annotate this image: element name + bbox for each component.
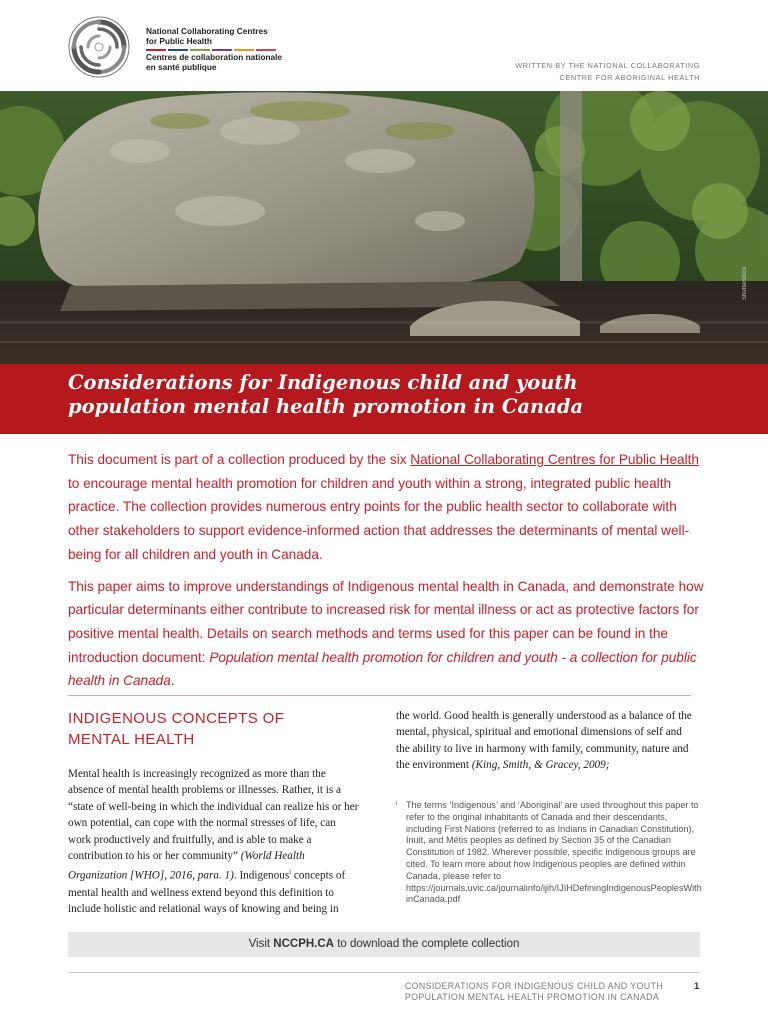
- color-bar: [212, 49, 232, 51]
- body-paragraph-right: [396, 708, 696, 774]
- nccph-website-link[interactable]: NCCPH.CA: [273, 938, 334, 950]
- footnote-text: The terms ‘Indigenous’ and ‘Aboriginal’ are used throughout this paper to refer to the original inhabitants of Canada and their descendants, including First Nations (referred to as Indians in Canadian Constitution), Inuit, and Métis peoples as defined by Section 35 of the Canadian Constitution of 1982. Wherever possible, specific Indigenous groups are cited. To learn more about how Indigenous peoples are defined within Canada, please refer to https://journals.uvic.ca/journalinfo/ijih/IJIHDefiningIndigenousPeoplesWithinCanada.pdf: [406, 800, 702, 905]
- intro-text: This paper aims to improve understandings of Indigenous mental health in Canada, and demonstrate how particular determinants either contribute to increased risk for mental illness or act as protective factors for positive mental health. Details on search methods and terms used for this paper can be found in the introduction document:: [68, 578, 704, 665]
- color-bar: [256, 49, 276, 51]
- collection-title: Population mental health promotion for children and youth - a collection for public health in Canada: [68, 649, 697, 689]
- color-bar: [146, 49, 166, 51]
- body-text: . Indigenous: [233, 870, 290, 883]
- intro-text: .: [170, 673, 175, 689]
- body-text: Mental health is increasingly recognized as more than the absence of mental health problems or illnesses. Rather, it is a “state of well-being in which the individual can realize his or her own potential, can cope with the normal stresses of life, can work productively and fruitfully, and is able to make a contribution to his or her community”: [68, 768, 359, 863]
- nccph-logo: [68, 16, 130, 78]
- written-by-credit: [515, 60, 700, 84]
- page-number: 1: [694, 981, 700, 992]
- footnote: [396, 800, 702, 906]
- written-by-line: WRITTEN BY THE NATIONAL COLLABORATING: [515, 61, 700, 70]
- color-bar: [190, 49, 210, 51]
- organization-name: [146, 27, 282, 72]
- boulder-lake-photo: [0, 91, 768, 364]
- intro-paragraph: [68, 575, 708, 694]
- footer-line: POPULATION MENTAL HEALTH PROMOTION IN CANADA: [404, 991, 660, 1002]
- title-line: population mental health promotion in Canada: [68, 394, 584, 418]
- intro-block: [68, 448, 708, 701]
- footnote-marker: i: [396, 800, 398, 807]
- intro-text: This document is part of a collection produced by the six: [68, 452, 411, 467]
- photo-credit: Shutterstock: [742, 266, 748, 300]
- visit-banner: [68, 932, 700, 957]
- color-bar: [168, 49, 188, 51]
- title-line: Considerations for Indigenous child and youth: [68, 371, 578, 394]
- divider: [68, 695, 691, 696]
- body-text: the world. Good health is generally understood as a balance of the mental, physical, spiritual and emotional dimensions of self and the ability to live in harmony with family, community, nature and the environment: [396, 710, 692, 772]
- visit-text: to download the complete collection: [334, 938, 520, 950]
- running-footer: [405, 981, 663, 1002]
- footnote-marker: i: [289, 868, 292, 877]
- citation: (King, Smith, & Gracey, 2009;: [471, 759, 610, 772]
- page-title: [68, 371, 688, 418]
- footer-line: CONSIDERATIONS FOR INDIGENOUS CHILD AND YOUTH: [404, 981, 663, 991]
- intro-paragraph: [68, 448, 708, 567]
- intro-text: to encourage mental health promotion for children and youth within a strong, integrated public health practice. The collection provides numerous entry points for the public health sector to collaborate with other stakeholders to support evidence-informed action that addresses the determinants of mental well-being for all children and youth in Canada.: [68, 475, 690, 562]
- nccph-link[interactable]: National Collaborating Centres for Public Health: [410, 452, 699, 467]
- body-paragraph-left: [68, 766, 361, 917]
- color-bar: [234, 49, 254, 51]
- visit-text: Visit: [248, 938, 274, 950]
- footer-divider: [68, 972, 700, 973]
- org-name-french: Centres de collaboration nationale en santé publique: [146, 52, 283, 72]
- written-by-line: CENTRE FOR ABORIGINAL HEALTH: [559, 73, 700, 82]
- org-name-english: National Collaborating Centres for Public Health: [146, 26, 268, 46]
- section-heading: INDIGENOUS CONCEPTS OF MENTAL HEALTH: [68, 710, 285, 748]
- org-color-bars: [146, 49, 282, 51]
- body-text: concepts of mental health and wellness extend beyond this definition to include holistic and relational ways of knowing and being in: [68, 870, 346, 915]
- citation: (World Health Organization [WHO], 2016, para. 1): [68, 850, 305, 883]
